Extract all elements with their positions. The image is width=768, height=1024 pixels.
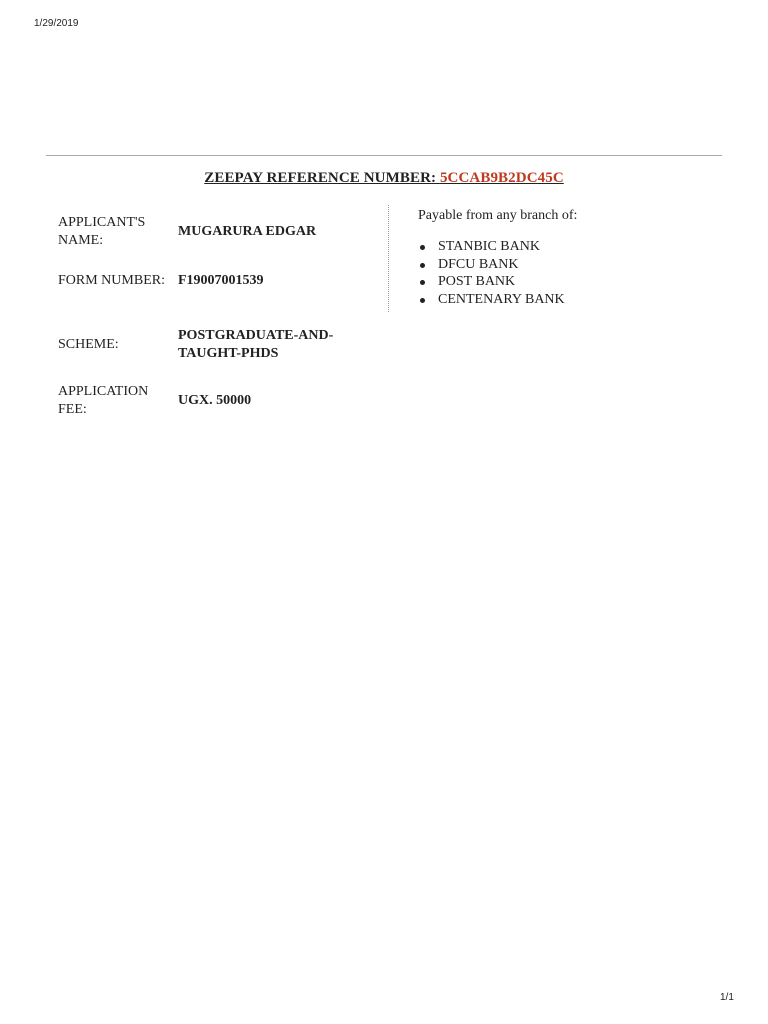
print-date: 1/29/2019 xyxy=(34,18,79,29)
reference-number-line xyxy=(0,170,768,187)
bank-name: DFCU BANK xyxy=(438,256,519,272)
bank-list-item xyxy=(418,238,718,256)
payable-section xyxy=(418,207,718,308)
bank-name: POST BANK xyxy=(438,274,516,289)
application-fee-value: UGX. 50000 xyxy=(178,393,252,408)
form-number-value: F19007001539 xyxy=(178,273,264,288)
bank-list-item xyxy=(418,291,718,309)
detail-row-form-number xyxy=(58,272,378,290)
page-number: 1/1 xyxy=(720,992,734,1003)
scheme-value: POSTGRADUATE-AND-TAUGHT-PHDS xyxy=(178,328,334,361)
detail-row-application-fee xyxy=(58,383,378,419)
applicant-name-value: MUGARURA EDGAR xyxy=(178,224,317,239)
application-fee-label: APPLICATION FEE: xyxy=(58,384,149,417)
bank-list-item xyxy=(418,273,718,291)
applicant-name-label: APPLICANT'S NAME: xyxy=(58,215,146,248)
detail-row-applicant-name xyxy=(58,214,378,250)
payable-intro: Payable from any branch of: xyxy=(418,208,578,223)
form-number-label: FORM NUMBER: xyxy=(58,273,165,288)
header-divider xyxy=(46,155,722,156)
bank-list-item xyxy=(418,256,718,274)
bullet-icon xyxy=(420,263,425,268)
scheme-label: SCHEME: xyxy=(58,337,119,352)
column-divider xyxy=(388,205,389,312)
reference-label: ZEEPAY REFERENCE NUMBER: xyxy=(204,170,440,186)
bullet-icon xyxy=(420,245,425,250)
detail-row-scheme xyxy=(58,327,378,363)
bullet-icon xyxy=(420,280,425,285)
bank-name: STANBIC BANK xyxy=(438,239,540,254)
bank-name: CENTENARY BANK xyxy=(438,291,565,307)
bank-list xyxy=(418,238,718,308)
reference-value: 5CCAB9B2DC45C xyxy=(439,170,564,186)
bullet-icon xyxy=(420,298,425,303)
